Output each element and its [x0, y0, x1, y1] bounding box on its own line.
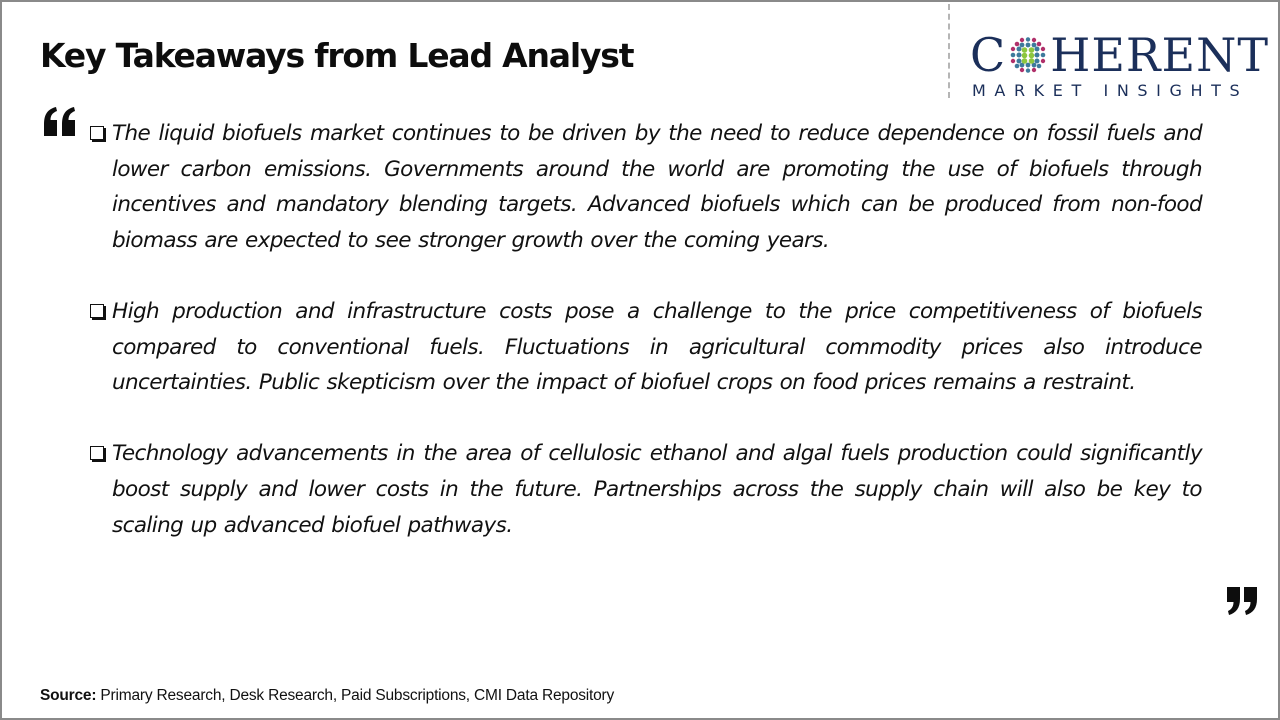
source-label: Source:: [40, 687, 97, 704]
takeaway-item: [88, 436, 1202, 543]
hollow-square-bullet-icon: [90, 126, 104, 140]
dashed-divider: [948, 4, 950, 98]
page-title: Key Takeaways from Lead Analyst: [40, 36, 634, 75]
takeaway-item: [88, 294, 1202, 401]
logo-letters-herent: HERENT: [1050, 28, 1270, 82]
globe-icon: [1009, 36, 1047, 74]
logo-subtitle: MARKET INSIGHTS: [972, 81, 1249, 100]
takeaway-text: High production and infrastructure costs pose a challenge to the price competitiveness of biofuels compared to conventional fuels. Fluctuations in agricultural commodity prices also introduce uncertainties. Public skepticism over the impact of biofuel crops on food prices remains a restraint.: [112, 298, 1202, 396]
takeaway-text: Technology advancements in the area of cellulosic ethanol and algal fuels production could significantly boost supply and lower costs in the future. Partnerships across the supply chain will also be key to scaling up advanced biofuel pathways.: [112, 441, 1202, 538]
takeaway-text: The liquid biofuels market continues to be driven by the need to reduce dependence on fossil fuels and lower carbon emissions. Governments around the world are promoting the use of biofuels through incentives and mandatory blending targets. Advanced biofuels which can be produced from non-food biomass are expected to see stronger growth over the coming years.: [112, 121, 1202, 253]
takeaway-item: [88, 116, 1202, 258]
source-text: Primary Research, Desk Research, Paid Subscriptions, CMI Data Repository: [96, 687, 615, 704]
hollow-square-bullet-icon: [90, 304, 104, 318]
hollow-square-bullet-icon: [90, 446, 104, 460]
open-quote-icon: [42, 106, 78, 138]
close-quote-icon: [1226, 586, 1258, 616]
takeaways-list: [88, 116, 1202, 543]
source-note: [40, 687, 614, 705]
logo-letter-c: C: [970, 28, 1007, 82]
company-logo: [970, 28, 1270, 102]
logo-wordmark: [970, 28, 1270, 82]
